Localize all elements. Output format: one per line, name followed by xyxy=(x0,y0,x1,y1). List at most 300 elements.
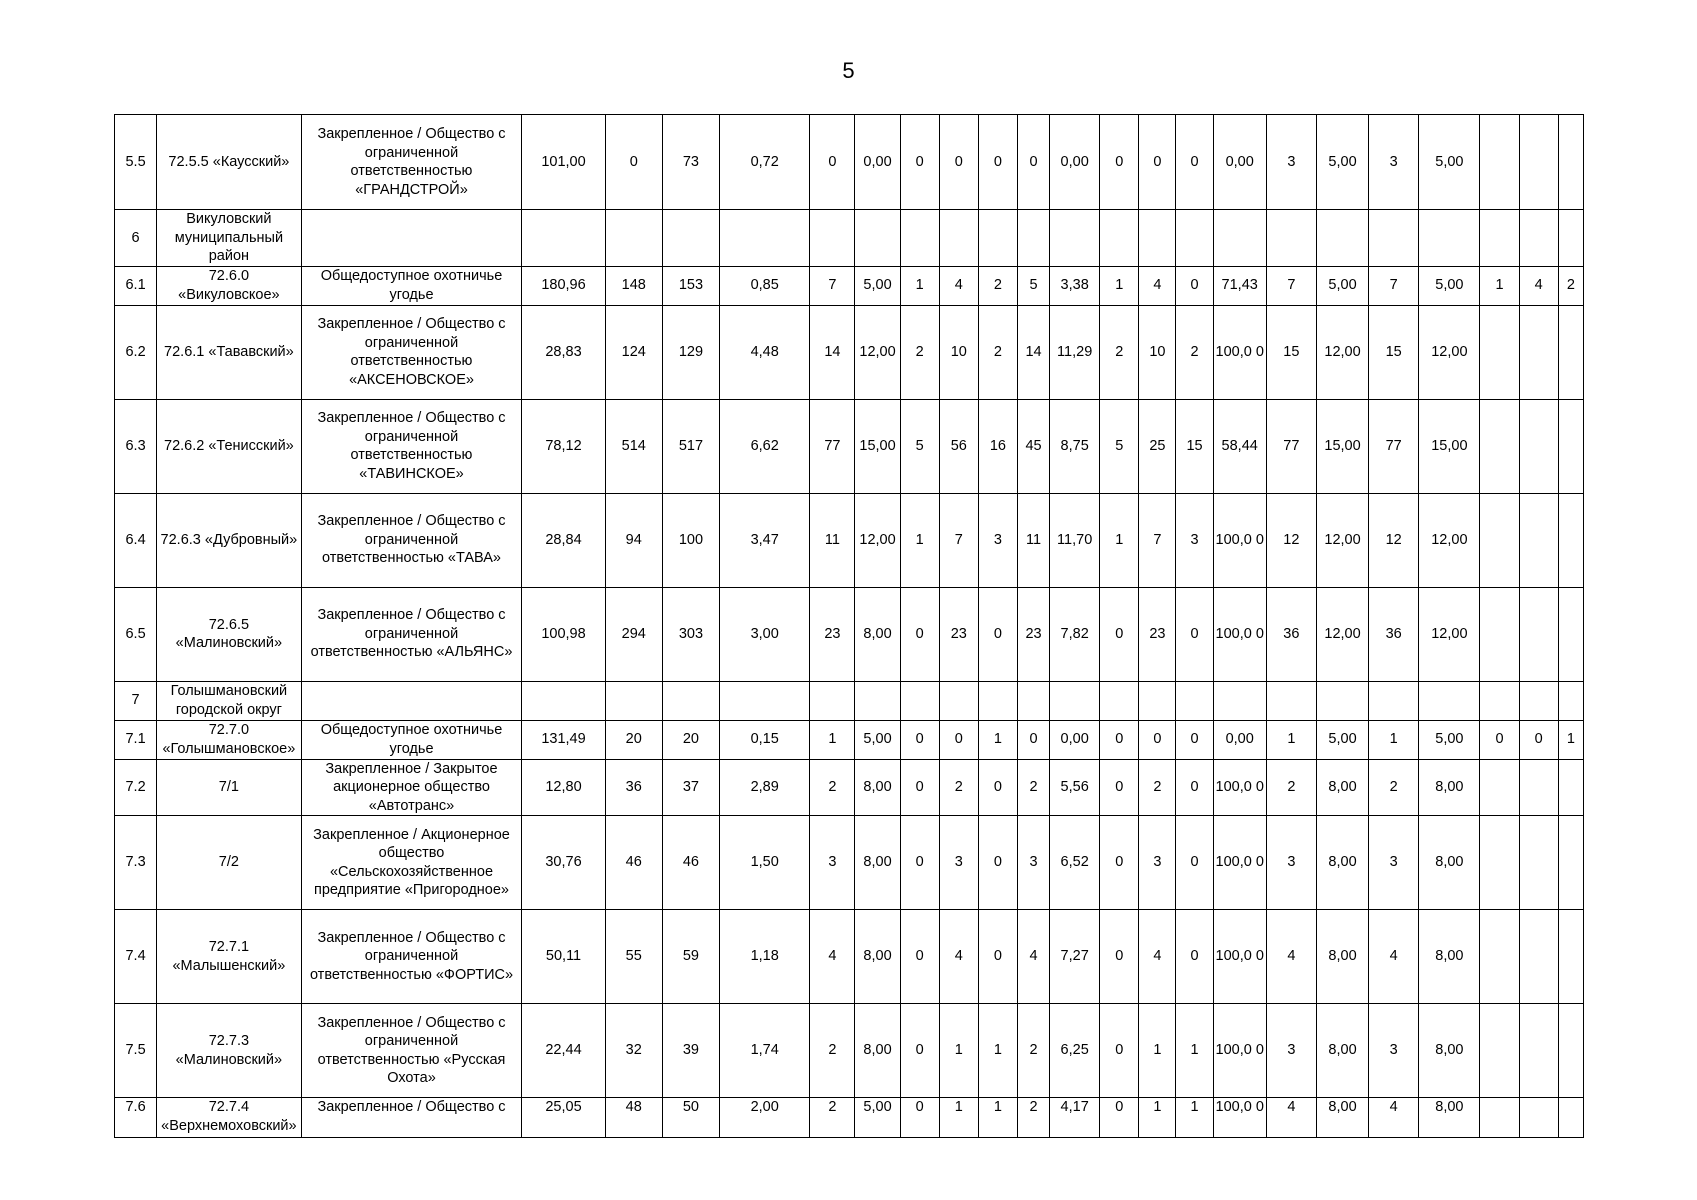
data-cell xyxy=(1100,681,1139,720)
data-cell: 0,00 xyxy=(855,115,900,210)
ground-type-cell: Общедоступное охотничье угодье xyxy=(301,266,522,305)
data-cell: 50,11 xyxy=(522,910,605,1004)
data-cell xyxy=(1017,681,1049,720)
data-cell: 5,00 xyxy=(855,720,900,759)
row-number-cell: 7.4 xyxy=(115,910,157,1004)
data-cell: 2 xyxy=(810,1098,855,1138)
data-cell: 3,38 xyxy=(1050,266,1100,305)
row-number-cell: 6.2 xyxy=(115,305,157,399)
data-cell: 1 xyxy=(900,493,939,587)
data-cell: 3 xyxy=(1266,115,1316,210)
data-cell: 12,00 xyxy=(1419,587,1480,681)
data-cell: 7 xyxy=(1139,493,1176,587)
row-number-cell: 7.3 xyxy=(115,816,157,910)
data-cell: 1 xyxy=(978,1004,1017,1098)
data-cell: 1 xyxy=(939,1098,978,1138)
data-cell: 0 xyxy=(900,759,939,816)
data-cell: 10 xyxy=(1139,305,1176,399)
data-cell xyxy=(1519,115,1558,210)
data-cell: 6,25 xyxy=(1050,1004,1100,1098)
data-cell xyxy=(605,681,662,720)
data-cell xyxy=(662,210,719,267)
data-cell: 36 xyxy=(605,759,662,816)
data-cell xyxy=(1480,305,1519,399)
hunting-grounds-table xyxy=(114,114,1584,1138)
data-cell: 1 xyxy=(1100,493,1139,587)
data-cell xyxy=(1519,759,1558,816)
table-row xyxy=(115,681,1584,720)
data-cell: 0 xyxy=(1480,720,1519,759)
data-cell: 3 xyxy=(1266,816,1316,910)
data-cell: 8,00 xyxy=(1419,816,1480,910)
data-cell: 0 xyxy=(1100,115,1139,210)
table-row xyxy=(115,115,1584,210)
ground-type-cell: Закрепленное / Общество с xyxy=(301,1098,522,1138)
row-number-cell: 5.5 xyxy=(115,115,157,210)
data-cell: 100,0 0 xyxy=(1213,816,1266,910)
table-row xyxy=(115,266,1584,305)
data-cell: 12,00 xyxy=(1419,305,1480,399)
data-cell: 100,0 0 xyxy=(1213,910,1266,1004)
data-cell: 517 xyxy=(662,399,719,493)
data-cell: 3 xyxy=(1176,493,1213,587)
data-cell: 0 xyxy=(978,759,1017,816)
hunting-ground-name-cell: 72.6.2 «Тенисский» xyxy=(157,399,301,493)
data-cell: 0,72 xyxy=(720,115,810,210)
data-cell: 14 xyxy=(1017,305,1049,399)
data-cell: 100,0 0 xyxy=(1213,587,1266,681)
data-cell xyxy=(1519,399,1558,493)
data-cell xyxy=(1017,210,1049,267)
district-name-cell: Голышмановский городской округ xyxy=(157,681,301,720)
data-cell xyxy=(1480,681,1519,720)
row-number-cell: 6.3 xyxy=(115,399,157,493)
data-cell: 4 xyxy=(1519,266,1558,305)
data-cell: 10 xyxy=(939,305,978,399)
data-cell: 0 xyxy=(1176,759,1213,816)
data-cell: 37 xyxy=(662,759,719,816)
data-cell: 11,29 xyxy=(1050,305,1100,399)
data-cell: 77 xyxy=(810,399,855,493)
data-cell: 5,00 xyxy=(1316,115,1368,210)
data-cell: 1 xyxy=(1369,720,1419,759)
data-cell xyxy=(1480,910,1519,1004)
data-cell xyxy=(1480,115,1519,210)
data-cell xyxy=(1558,816,1583,910)
data-cell xyxy=(1050,681,1100,720)
data-cell: 0,15 xyxy=(720,720,810,759)
data-cell: 12,00 xyxy=(1316,587,1368,681)
data-cell xyxy=(1558,115,1583,210)
data-cell: 12 xyxy=(1266,493,1316,587)
data-cell xyxy=(900,681,939,720)
data-cell: 0 xyxy=(900,816,939,910)
data-cell xyxy=(1316,210,1368,267)
data-cell: 36 xyxy=(1369,587,1419,681)
data-cell: 5,00 xyxy=(1419,266,1480,305)
data-cell: 2 xyxy=(810,1004,855,1098)
data-cell: 100,0 0 xyxy=(1213,493,1266,587)
data-cell: 4 xyxy=(1266,1098,1316,1138)
data-cell: 294 xyxy=(605,587,662,681)
data-cell xyxy=(1480,1004,1519,1098)
data-cell xyxy=(1519,587,1558,681)
data-cell: 1,74 xyxy=(720,1004,810,1098)
data-cell: 15 xyxy=(1176,399,1213,493)
data-cell: 1 xyxy=(1266,720,1316,759)
data-cell: 100,98 xyxy=(522,587,605,681)
row-number-cell: 6.4 xyxy=(115,493,157,587)
data-cell: 3 xyxy=(1369,115,1419,210)
data-cell: 2 xyxy=(1017,759,1049,816)
hunting-ground-name-cell: 72.7.1 «Малышенский» xyxy=(157,910,301,1004)
data-cell: 3 xyxy=(1139,816,1176,910)
data-cell: 12,00 xyxy=(855,305,900,399)
data-cell: 5 xyxy=(1100,399,1139,493)
data-cell xyxy=(1480,399,1519,493)
data-cell xyxy=(855,210,900,267)
data-cell xyxy=(1558,1004,1583,1098)
data-cell: 1 xyxy=(1480,266,1519,305)
data-cell xyxy=(855,681,900,720)
data-cell: 514 xyxy=(605,399,662,493)
data-cell xyxy=(720,681,810,720)
data-cell: 8,00 xyxy=(855,587,900,681)
data-cell: 8,00 xyxy=(1419,1098,1480,1138)
data-cell: 12 xyxy=(1369,493,1419,587)
data-cell: 5,00 xyxy=(855,266,900,305)
data-cell xyxy=(1213,210,1266,267)
hunting-ground-name-cell: 72.5.5 «Каусский» xyxy=(157,115,301,210)
data-cell: 0 xyxy=(1139,115,1176,210)
data-cell: 100,0 0 xyxy=(1213,1098,1266,1138)
data-cell: 0 xyxy=(1139,720,1176,759)
data-cell: 7,27 xyxy=(1050,910,1100,1004)
data-cell: 58,44 xyxy=(1213,399,1266,493)
data-cell: 148 xyxy=(605,266,662,305)
data-cell: 77 xyxy=(1369,399,1419,493)
data-cell xyxy=(1266,210,1316,267)
data-cell xyxy=(900,210,939,267)
data-cell: 45 xyxy=(1017,399,1049,493)
data-cell: 0 xyxy=(939,115,978,210)
data-cell: 6,62 xyxy=(720,399,810,493)
data-cell: 5,56 xyxy=(1050,759,1100,816)
data-cell: 4 xyxy=(1266,910,1316,1004)
data-cell xyxy=(1480,210,1519,267)
data-cell: 0 xyxy=(1100,910,1139,1004)
data-cell xyxy=(605,210,662,267)
data-cell: 1 xyxy=(1139,1004,1176,1098)
data-cell: 8,00 xyxy=(1316,910,1368,1004)
data-cell: 0 xyxy=(939,720,978,759)
table-row xyxy=(115,1098,1584,1138)
data-cell: 20 xyxy=(662,720,719,759)
table-row xyxy=(115,305,1584,399)
data-cell: 59 xyxy=(662,910,719,1004)
ground-type-cell: Закрепленное / Общество с ограниченной ответственностью «АКСЕНОВСКОЕ» xyxy=(301,305,522,399)
data-cell: 7 xyxy=(1369,266,1419,305)
data-cell xyxy=(1558,910,1583,1004)
data-cell: 48 xyxy=(605,1098,662,1138)
data-cell: 1 xyxy=(978,1098,1017,1138)
ground-type-cell: Закрепленное / Общество с ограниченной ответственностью «ГРАНДСТРОЙ» xyxy=(301,115,522,210)
data-cell: 3 xyxy=(1266,1004,1316,1098)
data-cell: 16 xyxy=(978,399,1017,493)
data-cell xyxy=(1558,681,1583,720)
hunting-ground-name-cell: 72.6.5 «Малиновский» xyxy=(157,587,301,681)
ground-type-cell xyxy=(301,210,522,267)
data-cell: 101,00 xyxy=(522,115,605,210)
data-cell xyxy=(1419,210,1480,267)
data-cell xyxy=(939,681,978,720)
data-cell: 4 xyxy=(1369,1098,1419,1138)
data-cell: 77 xyxy=(1266,399,1316,493)
data-cell: 0 xyxy=(900,720,939,759)
data-cell: 0 xyxy=(1017,720,1049,759)
data-cell xyxy=(1519,493,1558,587)
data-cell: 0 xyxy=(1176,587,1213,681)
data-cell: 1 xyxy=(1176,1098,1213,1138)
data-cell: 15,00 xyxy=(1316,399,1368,493)
data-cell xyxy=(1558,493,1583,587)
data-cell xyxy=(1519,1098,1558,1138)
data-cell: 2 xyxy=(939,759,978,816)
ground-type-cell xyxy=(301,681,522,720)
data-cell: 8,00 xyxy=(1316,1004,1368,1098)
data-cell xyxy=(720,210,810,267)
data-cell: 4 xyxy=(810,910,855,1004)
data-cell: 180,96 xyxy=(522,266,605,305)
data-cell: 8,00 xyxy=(855,816,900,910)
data-cell: 7,82 xyxy=(1050,587,1100,681)
data-cell: 4 xyxy=(1139,266,1176,305)
data-cell: 23 xyxy=(810,587,855,681)
ground-type-cell: Закрепленное / Общество с ограниченной ответственностью «ТАВИНСКОЕ» xyxy=(301,399,522,493)
hunting-ground-name-cell: 72.7.4 «Верхнемоховский» xyxy=(157,1098,301,1138)
data-cell xyxy=(1139,210,1176,267)
data-cell xyxy=(1369,681,1419,720)
data-cell: 2 xyxy=(978,305,1017,399)
data-cell xyxy=(1519,210,1558,267)
data-cell xyxy=(1519,910,1558,1004)
data-cell: 2,89 xyxy=(720,759,810,816)
hunting-ground-name-cell: 72.6.0 «Викуловское» xyxy=(157,266,301,305)
data-cell xyxy=(1519,305,1558,399)
table-row xyxy=(115,210,1584,267)
data-cell: 0 xyxy=(900,1098,939,1138)
row-number-cell: 7.1 xyxy=(115,720,157,759)
data-cell: 153 xyxy=(662,266,719,305)
data-cell: 5,00 xyxy=(1316,266,1368,305)
table-row xyxy=(115,1004,1584,1098)
data-cell: 23 xyxy=(939,587,978,681)
data-cell: 46 xyxy=(605,816,662,910)
data-cell: 22,44 xyxy=(522,1004,605,1098)
data-cell: 5 xyxy=(900,399,939,493)
data-cell: 14 xyxy=(810,305,855,399)
data-cell: 15,00 xyxy=(855,399,900,493)
data-cell: 0 xyxy=(1176,266,1213,305)
data-cell: 0 xyxy=(1100,720,1139,759)
data-cell: 12,00 xyxy=(1316,493,1368,587)
data-cell xyxy=(1558,587,1583,681)
data-cell xyxy=(1480,493,1519,587)
data-cell xyxy=(1519,681,1558,720)
data-cell: 8,00 xyxy=(1316,816,1368,910)
data-cell: 4,17 xyxy=(1050,1098,1100,1138)
data-cell: 1 xyxy=(978,720,1017,759)
data-cell xyxy=(1050,210,1100,267)
data-cell: 4 xyxy=(939,910,978,1004)
data-cell: 2 xyxy=(1176,305,1213,399)
table-row xyxy=(115,816,1584,910)
data-cell xyxy=(810,210,855,267)
data-cell: 8,00 xyxy=(855,759,900,816)
data-cell xyxy=(1480,759,1519,816)
district-name-cell: Викуловский муниципальный район xyxy=(157,210,301,267)
row-number-cell: 7.5 xyxy=(115,1004,157,1098)
data-cell: 2 xyxy=(810,759,855,816)
hunting-ground-name-cell: 72.7.0 «Голышмановское» xyxy=(157,720,301,759)
data-cell: 0 xyxy=(1017,115,1049,210)
data-cell xyxy=(1558,305,1583,399)
data-cell: 2 xyxy=(1017,1004,1049,1098)
data-cell: 3,00 xyxy=(720,587,810,681)
table-row xyxy=(115,759,1584,816)
data-cell: 1,50 xyxy=(720,816,810,910)
hunting-ground-name-cell: 7/1 xyxy=(157,759,301,816)
data-cell xyxy=(1100,210,1139,267)
data-cell: 8,00 xyxy=(1419,759,1480,816)
data-cell: 12,00 xyxy=(1316,305,1368,399)
data-cell: 94 xyxy=(605,493,662,587)
data-cell: 25,05 xyxy=(522,1098,605,1138)
data-cell: 50 xyxy=(662,1098,719,1138)
data-cell xyxy=(1519,816,1558,910)
data-cell: 1 xyxy=(1176,1004,1213,1098)
data-cell xyxy=(1558,399,1583,493)
data-cell xyxy=(1419,681,1480,720)
page-number: 5 xyxy=(842,58,855,83)
data-cell: 0 xyxy=(605,115,662,210)
data-cell: 0 xyxy=(1176,910,1213,1004)
data-cell xyxy=(662,681,719,720)
hunting-ground-name-cell: 7/2 xyxy=(157,816,301,910)
data-cell: 56 xyxy=(939,399,978,493)
table-row xyxy=(115,587,1584,681)
data-cell: 0 xyxy=(1176,115,1213,210)
data-cell: 25 xyxy=(1139,399,1176,493)
data-cell: 12,00 xyxy=(1419,493,1480,587)
data-cell: 32 xyxy=(605,1004,662,1098)
data-cell: 3,47 xyxy=(720,493,810,587)
data-cell: 0 xyxy=(810,115,855,210)
data-cell: 23 xyxy=(1139,587,1176,681)
data-cell: 0 xyxy=(978,816,1017,910)
data-cell: 7 xyxy=(810,266,855,305)
data-cell: 46 xyxy=(662,816,719,910)
data-cell: 0,00 xyxy=(1213,115,1266,210)
data-cell xyxy=(1213,681,1266,720)
data-cell: 5,00 xyxy=(855,1098,900,1138)
data-cell: 39 xyxy=(662,1004,719,1098)
data-cell: 4 xyxy=(1139,910,1176,1004)
data-cell: 129 xyxy=(662,305,719,399)
data-cell: 3 xyxy=(1017,816,1049,910)
data-cell: 36 xyxy=(1266,587,1316,681)
data-cell: 2 xyxy=(1369,759,1419,816)
data-cell: 131,49 xyxy=(522,720,605,759)
data-cell: 1 xyxy=(939,1004,978,1098)
data-cell xyxy=(1480,1098,1519,1138)
data-cell xyxy=(1316,681,1368,720)
hunting-ground-name-cell: 72.7.3 «Малиновский» xyxy=(157,1004,301,1098)
data-cell: 100,0 0 xyxy=(1213,759,1266,816)
data-cell: 11 xyxy=(810,493,855,587)
data-cell: 15 xyxy=(1369,305,1419,399)
data-cell: 303 xyxy=(662,587,719,681)
data-cell: 3 xyxy=(978,493,1017,587)
data-cell: 124 xyxy=(605,305,662,399)
data-cell xyxy=(1139,681,1176,720)
data-cell: 4 xyxy=(939,266,978,305)
data-cell xyxy=(522,681,605,720)
data-cell: 8,00 xyxy=(1316,759,1368,816)
data-cell: 0 xyxy=(900,587,939,681)
data-cell xyxy=(810,681,855,720)
data-cell: 20 xyxy=(605,720,662,759)
data-cell: 7 xyxy=(1266,266,1316,305)
data-cell: 4,48 xyxy=(720,305,810,399)
data-cell xyxy=(939,210,978,267)
data-cell xyxy=(1558,210,1583,267)
data-cell: 2 xyxy=(1017,1098,1049,1138)
data-cell: 4 xyxy=(1369,910,1419,1004)
data-cell: 8,75 xyxy=(1050,399,1100,493)
data-cell: 2 xyxy=(1139,759,1176,816)
data-cell: 0 xyxy=(900,910,939,1004)
row-number-cell: 6.1 xyxy=(115,266,157,305)
data-cell xyxy=(1176,210,1213,267)
data-cell: 0 xyxy=(1100,759,1139,816)
data-cell: 3 xyxy=(1369,1004,1419,1098)
data-cell: 0 xyxy=(978,115,1017,210)
data-cell xyxy=(1480,816,1519,910)
data-cell: 100 xyxy=(662,493,719,587)
data-cell xyxy=(978,681,1017,720)
data-cell: 2 xyxy=(1100,305,1139,399)
data-cell: 1 xyxy=(1558,720,1583,759)
hunting-ground-name-cell: 72.6.3 «Дубровный» xyxy=(157,493,301,587)
data-cell xyxy=(522,210,605,267)
data-cell xyxy=(1266,681,1316,720)
table-row xyxy=(115,493,1584,587)
ground-type-cell: Закрепленное / Закрытое акционерное общество «Автотранс» xyxy=(301,759,522,816)
data-cell: 28,84 xyxy=(522,493,605,587)
data-cell xyxy=(1176,681,1213,720)
data-cell: 0 xyxy=(1100,1004,1139,1098)
row-number-cell: 7.2 xyxy=(115,759,157,816)
data-cell: 8,00 xyxy=(1419,1004,1480,1098)
row-number-cell: 6 xyxy=(115,210,157,267)
data-cell: 2 xyxy=(900,305,939,399)
data-cell: 12,80 xyxy=(522,759,605,816)
data-cell: 0,00 xyxy=(1050,115,1100,210)
data-cell: 3 xyxy=(939,816,978,910)
data-cell: 3 xyxy=(1369,816,1419,910)
data-cell: 15 xyxy=(1266,305,1316,399)
